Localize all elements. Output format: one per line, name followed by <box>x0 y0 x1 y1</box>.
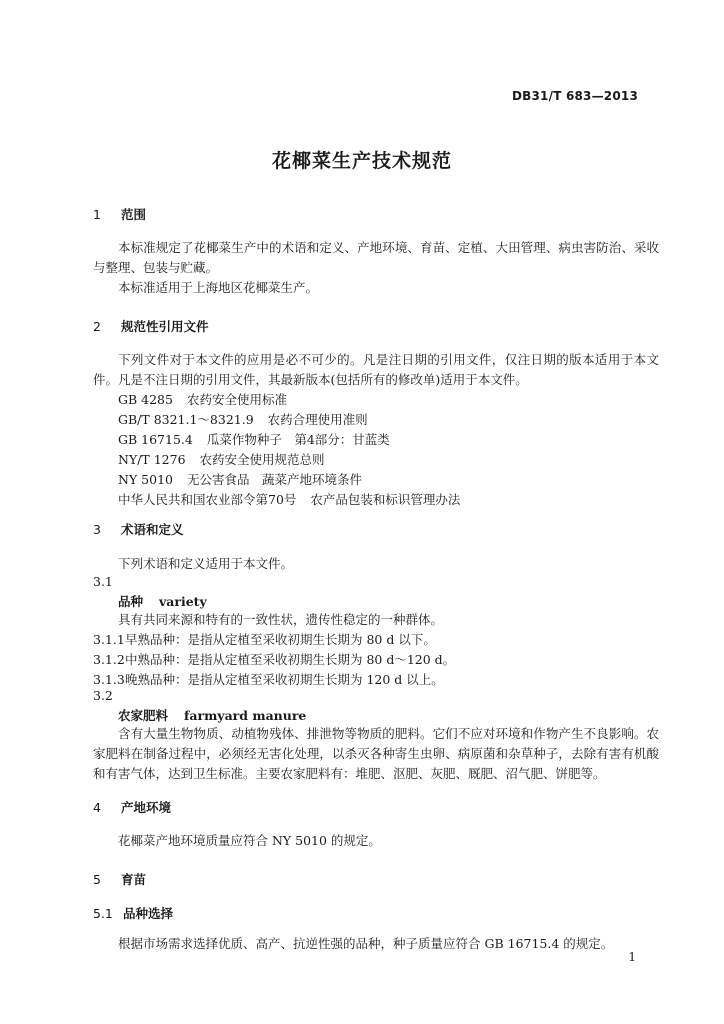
section-3-heading <box>93 520 184 538</box>
section-number: 5 <box>93 872 101 887</box>
reference-item <box>118 410 368 428</box>
reference-item <box>118 490 460 508</box>
term-3-2-definition: 含有大量生物物质、动植物残体、排泄物等物质的肥料。它们不应对环境和作物产生不良影响。农家肥料在制备过程中，必须经无害化处理，以杀灭各种寄生虫卵、病原菌和杂草种子，去除有害有机酸和有害气体，达到卫生标准。主要农家肥料有：堆肥、沤肥、灰肥、厩肥、沼气肥、饼肥等。 <box>93 726 659 781</box>
term-en: farmyard manure <box>184 708 307 723</box>
section-1-paragraph-2: 本标准适用于上海地区花椰菜生产。 <box>118 280 319 295</box>
reference-code: NY 5010 <box>118 472 173 487</box>
section-1-paragraph-1: 本标准规定了花椰菜生产中的术语和定义、产地环境、育苗、定植、大田管理、病虫害防治、采收与整理、包装与贮藏。 <box>93 240 659 275</box>
section-4-heading <box>93 798 171 816</box>
section-2-heading <box>93 317 209 335</box>
reference-title: 农药安全使用标准 <box>186 392 287 407</box>
section-3-paragraph-1: 下列术语和定义适用于本文件。 <box>118 556 294 571</box>
subclause-text: 晚熟品种：是指从定植至采收初期生长期为 120 d 以上。 <box>125 672 444 687</box>
subclause-number: 3.1.1 <box>93 632 125 647</box>
term-3-1-number: 3.1 <box>93 574 113 589</box>
section-number: 5.1 <box>93 906 113 921</box>
section-title: 品种选择 <box>123 906 174 921</box>
section-title: 规范性引用文件 <box>121 319 209 334</box>
section-title: 育苗 <box>121 872 147 887</box>
section-number: 2 <box>93 319 101 334</box>
section-title: 术语和定义 <box>121 522 184 537</box>
section-2-paragraph-1: 下列文件对于本文件的应用是必不可少的。凡是注日期的引用文件，仅注日期的版本适用于本文件。凡是不注日期的引用文件，其最新版本(包括所有的修改单)适用于本文件。 <box>93 352 659 387</box>
section-title: 范围 <box>121 207 147 222</box>
subclause-3-1-1 <box>93 630 436 648</box>
section-5-1-heading <box>93 904 173 922</box>
reference-title: 农产品包装和标识管理办法 <box>310 492 461 507</box>
standard-code: DB31/T 683—2013 <box>512 89 638 103</box>
subclause-3-1-3 <box>93 670 444 688</box>
term-en: variety <box>159 594 207 609</box>
reference-title: 无公害食品 蔬菜产地环境条件 <box>186 472 362 487</box>
reference-item <box>118 390 287 408</box>
document-title: 花椰菜生产技术规范 <box>271 150 452 172</box>
term-3-2-heading <box>118 706 306 724</box>
subclause-text: 中熟品种：是指从定植至采收初期生长期为 80 d～120 d。 <box>125 652 456 667</box>
reference-item <box>118 470 362 488</box>
term-cn: 品种 <box>118 594 144 609</box>
section-1-heading <box>93 205 146 223</box>
reference-code: GB/T 8321.1～8321.9 <box>118 412 254 427</box>
reference-item <box>118 430 390 448</box>
section-5-heading <box>93 870 146 888</box>
page-number: 1 <box>628 950 636 964</box>
subclause-text: 早熟品种：是指从定植至采收初期生长期为 80 d 以下。 <box>125 632 436 647</box>
reference-title: 农药合理使用准则 <box>267 412 368 427</box>
section-number: 1 <box>93 207 101 222</box>
subclause-3-1-2 <box>93 650 455 668</box>
subclause-number: 3.1.3 <box>93 672 125 687</box>
reference-title: 农药安全使用规范总则 <box>199 452 325 467</box>
section-title: 产地环境 <box>121 800 172 815</box>
section-number: 4 <box>93 800 101 815</box>
section-5-1-paragraph-1: 根据市场需求选择优质、高产、抗逆性强的品种，种子质量应符合 GB 16715.4 的规定。 <box>118 936 614 951</box>
section-number: 3 <box>93 522 101 537</box>
reference-code: 中华人民共和国农业部令第70号 <box>118 492 297 507</box>
reference-code: GB 4285 <box>118 392 173 407</box>
term-3-1-definition: 具有共同来源和特有的一致性状，遗传性稳定的一种群体。 <box>118 612 444 627</box>
reference-code: NY/T 1276 <box>118 452 186 467</box>
term-3-1-heading <box>118 592 207 610</box>
term-cn: 农家肥料 <box>118 708 169 723</box>
reference-title: 瓜菜作物种子 第4部分：甘蓝类 <box>206 432 390 447</box>
reference-code: GB 16715.4 <box>118 432 193 447</box>
subclause-number: 3.1.2 <box>93 652 125 667</box>
section-4-paragraph-1: 花椰菜产地环境质量应符合 NY 5010 的规定。 <box>118 833 381 848</box>
reference-item <box>118 450 325 468</box>
term-3-2-number: 3.2 <box>93 688 113 703</box>
